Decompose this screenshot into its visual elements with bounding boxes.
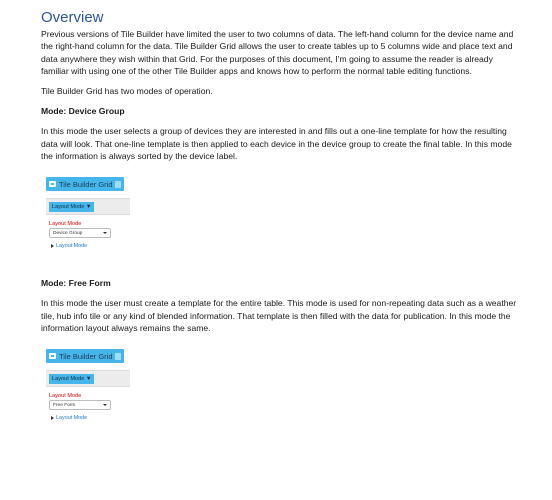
chevron-down-icon: [103, 232, 107, 234]
modes-paragraph: Tile Builder Grid has two modes of operation.: [41, 86, 213, 97]
select-value: Device Group: [53, 230, 83, 236]
layout-mode-bar: [46, 198, 130, 215]
device-group-heading: Mode: Device Group: [41, 106, 125, 117]
free-form-heading: Mode: Free Form: [41, 278, 111, 289]
free-form-paragraph: In this mode the user must create a template for the entire table. This mode is used for non-repeating data such as a weather tile, hub info tile or any kind of blended information. That template is then filled with the data for publication. In this mode the information layout always remains the same.: [41, 298, 517, 333]
device-group-paragraph: In this mode the user selects a group of devices they are interested in and fills out a one-line template for how the resulting data will look. That one-line template is then applied to each device in the device group to create the final table. In this mode the information is always sorted by the device label.: [41, 126, 512, 162]
tile-builder-grid-badge: [46, 349, 124, 363]
grid-icon: [49, 353, 56, 359]
layout-mode-link[interactable]: [51, 415, 130, 421]
layout-mode-label: Layout Mode: [49, 393, 82, 400]
layout-mode-select[interactable]: [49, 228, 111, 238]
link-label: Layout Mode: [56, 415, 88, 422]
link-label: Layout Mode: [56, 243, 88, 250]
intro-paragraph: Previous versions of Tile Builder have limited the user to two columns of data. The left-hand column for the device name and the right-hand column for the data. Tile Builder Grid allows the user to create tables up to 5 columns wide and place text and data anywhere they wish within that Grid. For the purposes of this document, I’m going to assume the reader is already familiar with using one of the other Tile Builder apps and knows how to perform the normal table editing functions.: [41, 29, 514, 76]
badge-title: Tile Builder Grid: [59, 351, 113, 361]
layout-mode-button[interactable]: Layout Mode ▼: [49, 202, 94, 212]
device-group-widget: [46, 174, 130, 249]
layout-mode-button[interactable]: Layout Mode ▼: [49, 374, 94, 384]
triangle-right-icon: [51, 244, 54, 248]
free-form-widget: [46, 346, 130, 421]
layout-mode-label: Layout Mode: [49, 221, 82, 228]
grid-icon: [49, 181, 56, 187]
document-page: [41, 8, 521, 421]
layout-mode-link[interactable]: [51, 243, 130, 249]
layout-mode-bar: [46, 370, 130, 387]
select-value: Free Form: [53, 402, 76, 408]
tile-builder-grid-badge: [46, 177, 124, 191]
table-icon: [115, 181, 121, 188]
layout-mode-select[interactable]: [49, 400, 111, 410]
triangle-right-icon: [51, 416, 54, 420]
page-title: Overview: [41, 9, 104, 26]
table-icon: [115, 353, 121, 360]
badge-title: Tile Builder Grid: [59, 179, 113, 189]
chevron-down-icon: [103, 404, 107, 406]
